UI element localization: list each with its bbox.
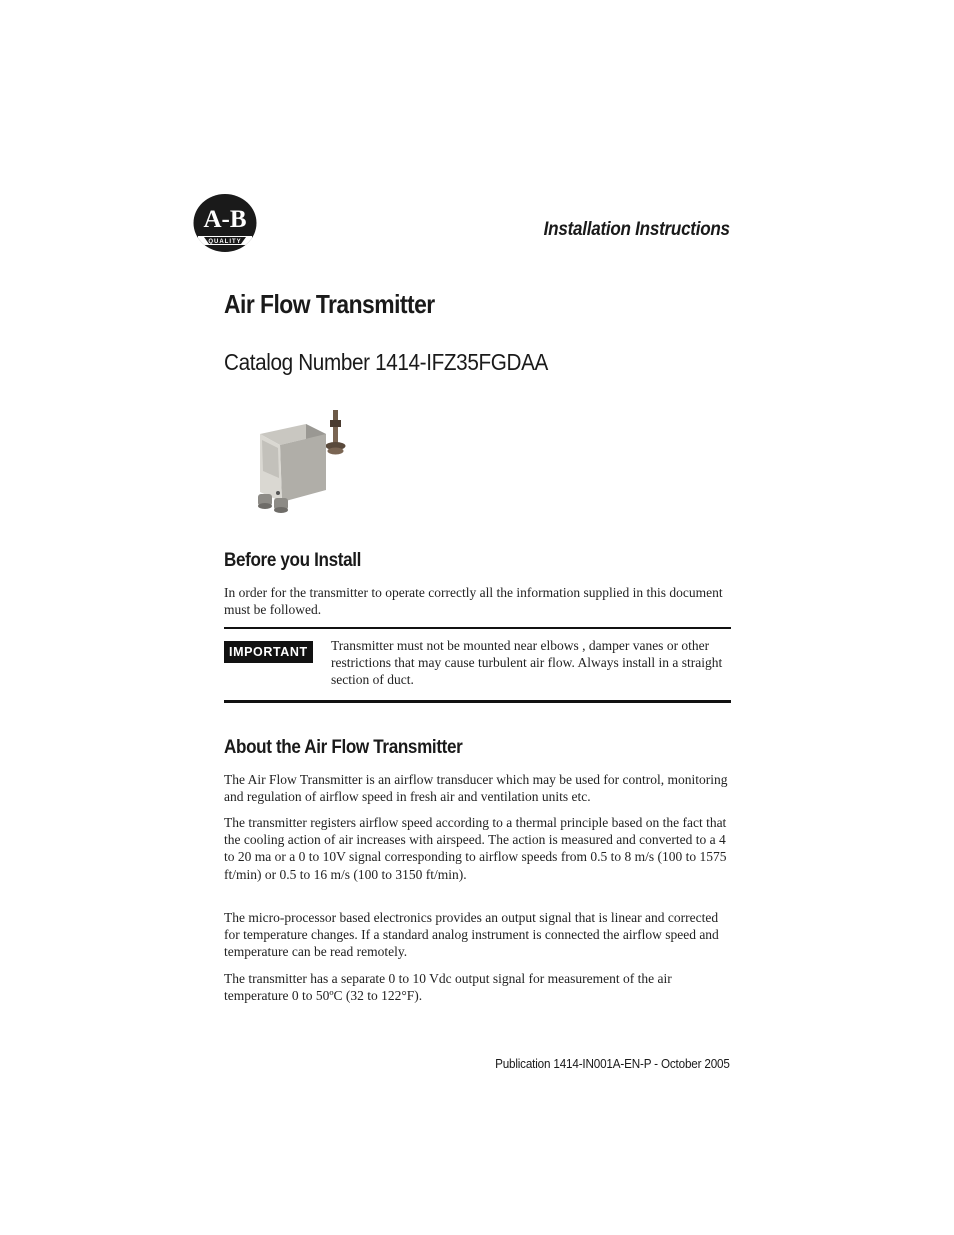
section-heading-before-install: Before you Install bbox=[224, 550, 362, 571]
allen-bradley-logo bbox=[192, 193, 258, 255]
about-paragraph: The Air Flow Transmitter is an airflow transducer which may be used for control, monitoring and regulation of airflow speed in fresh air and ventilation units etc. bbox=[224, 772, 728, 805]
product-image bbox=[248, 408, 372, 516]
section-heading-about: About the Air Flow Transmitter bbox=[224, 737, 463, 758]
publication-footer: Publication 1414-IN001A-EN-P - October 2005 bbox=[495, 1056, 730, 1071]
important-note: Transmitter must not be mounted near elbows , damper vanes or other restrictions that may cause turbulent air flow. Always install in a straight section of duct. bbox=[331, 638, 723, 688]
logo-subtext: QUALITY bbox=[208, 239, 242, 245]
about-paragraph: The transmitter has a separate 0 to 10 Vdc output signal for measurement of the air temperature 0 to 50ºC (32 to 122°F). bbox=[224, 971, 672, 1004]
important-badge: IMPORTANT bbox=[224, 641, 313, 663]
logo-text: A-B bbox=[203, 206, 247, 233]
divider bbox=[224, 700, 731, 703]
page-title: Air Flow Transmitter bbox=[224, 289, 435, 319]
about-paragraph: The transmitter registers airflow speed according to a thermal principle based on the fact that the cooling action of air increases with airspeed. The action is measured and converted to a 4 to 20 ma or a 0 to 10V signal corresponding to airflow speeds from 0.5 to 8 m/s (100 to 1575 ft/min) or 0.5 to 16 m/s (100 to 3150 ft/min). bbox=[224, 815, 727, 882]
catalog-number: Catalog Number 1414-IFZ35FGDAA bbox=[224, 349, 548, 375]
divider bbox=[224, 627, 731, 629]
document-type: Installation Instructions bbox=[543, 219, 730, 240]
before-install-paragraph: In order for the transmitter to operate correctly all the information supplied in this document must be followed. bbox=[224, 585, 723, 618]
about-paragraph: The micro-processor based electronics provides an output signal that is linear and corrected for temperature changes. If a standard analog instrument is connected the airflow speed and temperature can be read remotely. bbox=[224, 910, 719, 960]
